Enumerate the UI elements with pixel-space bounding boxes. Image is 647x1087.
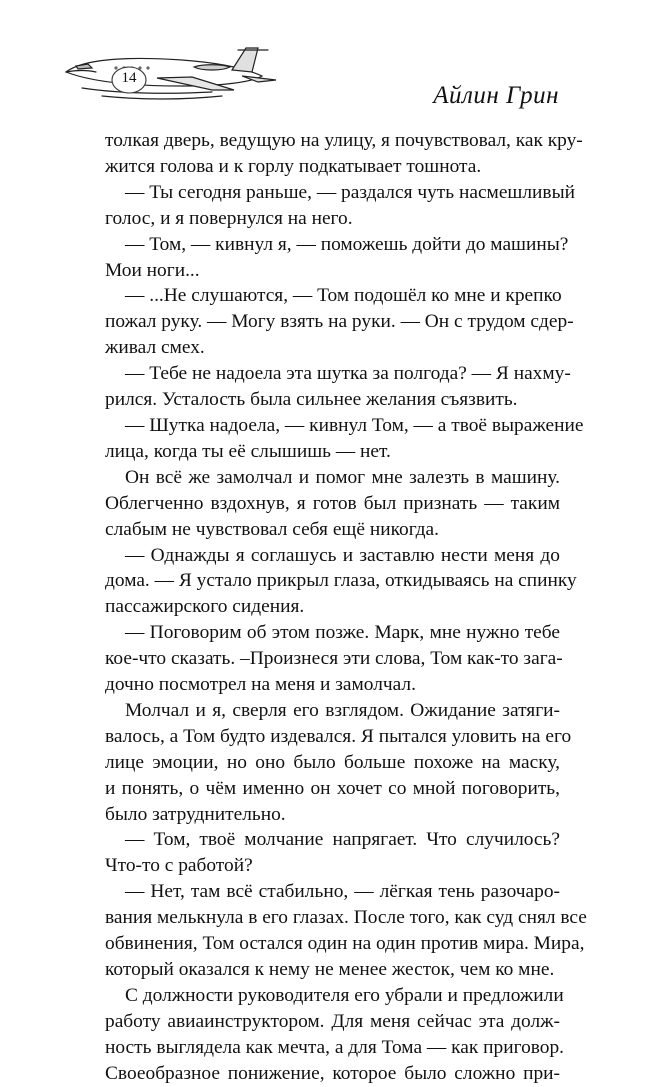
text-line: вания мелькнула в его глазах. После того, как суд снял все	[105, 907, 587, 929]
text-line: дома. — Я устало прикрыл глаза, откидываясь на спинку	[105, 570, 577, 592]
page-number: 14	[121, 70, 137, 86]
body-text	[105, 128, 587, 1087]
text-line: — Том, твоё молчание напрягает. Что случилось?	[125, 829, 560, 851]
text-line: кое-что сказать. –Произнеся эти слова, Том как-то зага-	[105, 648, 563, 670]
text-line: — ...Не слушаются, — Том подошёл ко мне и крепко	[125, 285, 562, 307]
page-header	[0, 0, 647, 120]
text-line: — Том, — кивнул я, — поможешь дойти до машины?	[125, 233, 569, 255]
text-line: Своеобразное понижение, которое было сложно при-	[105, 1062, 560, 1084]
text-line: работу авиаинструктором. Для меня сейчас эта долж-	[105, 1010, 560, 1032]
airplane-icon	[62, 44, 292, 106]
text-line: который оказался к нему не менее жесток, чем ко мне.	[105, 959, 555, 980]
text-line: лице эмоции, но оно было больше похоже на маску,	[105, 751, 560, 773]
text-line: ность выглядела как мечта, а для Тома — как приговор.	[105, 1036, 565, 1058]
text-line: пассажирского сидения.	[105, 596, 305, 618]
text-line: Мои ноги...	[105, 259, 200, 281]
text-line: Облегченно вздохнув, я готов был признать — таким	[105, 492, 560, 514]
text-line: пожал руку. — Могу взять на руки. — Он с трудом сдер-	[105, 311, 574, 333]
text-line: жится голова и к горлу подкатывает тошнота.	[105, 155, 482, 177]
text-line: лица, когда ты её слышишь — нет.	[105, 440, 391, 462]
text-line: дочно посмотрел на меня и замолчал.	[105, 674, 416, 696]
text-line: Молчал и я, сверля его взглядом. Ожидание затяги-	[125, 699, 560, 721]
text-line: Он всё же замолчал и помог мне залезть в машину.	[125, 466, 560, 488]
text-line: валось, а Том будто издевался. Я пытался уловить на его	[105, 725, 572, 747]
text-line: рился. Усталость была сильнее желания съязвить.	[105, 389, 518, 411]
text-line: голос, и я повернулся на него.	[105, 207, 353, 229]
text-line: и понять, о чём именно он хочет со мной поговорить,	[105, 777, 560, 799]
text-line: слабым не чувствовал себя ещё никогда.	[105, 518, 440, 540]
text-line: — Поговорим об этом позже. Марк, мне нужно тебе	[125, 622, 560, 644]
text-line: — Шутка надоела, — кивнул Том, — а твоё выражение	[125, 414, 584, 436]
text-line: живал смех.	[105, 337, 205, 359]
text-line: — Нет, там всё стабильно, — лёгкая тень разочаро-	[125, 881, 560, 903]
text-line: было затруднительно.	[105, 803, 286, 825]
running-head-author: Айлин Грин	[433, 82, 559, 109]
text-line: — Однажды я соглашусь и заставлю нести меня до	[125, 544, 560, 566]
text-line: Что-то с работой?	[105, 855, 253, 877]
text-line: обвинения, Том остался один на один против мира. Мира,	[105, 933, 585, 955]
text-line: толкая дверь, ведущую на улицу, я почувствовал, как кру-	[105, 130, 583, 151]
text-line: С должности руководителя его убрали и предложили	[125, 984, 564, 1006]
text-line: — Ты сегодня раньше, — раздался чуть насмешливый	[125, 181, 575, 203]
text-line: — Тебе не надоела эта шутка за полгода? — Я нахму-	[125, 363, 571, 385]
